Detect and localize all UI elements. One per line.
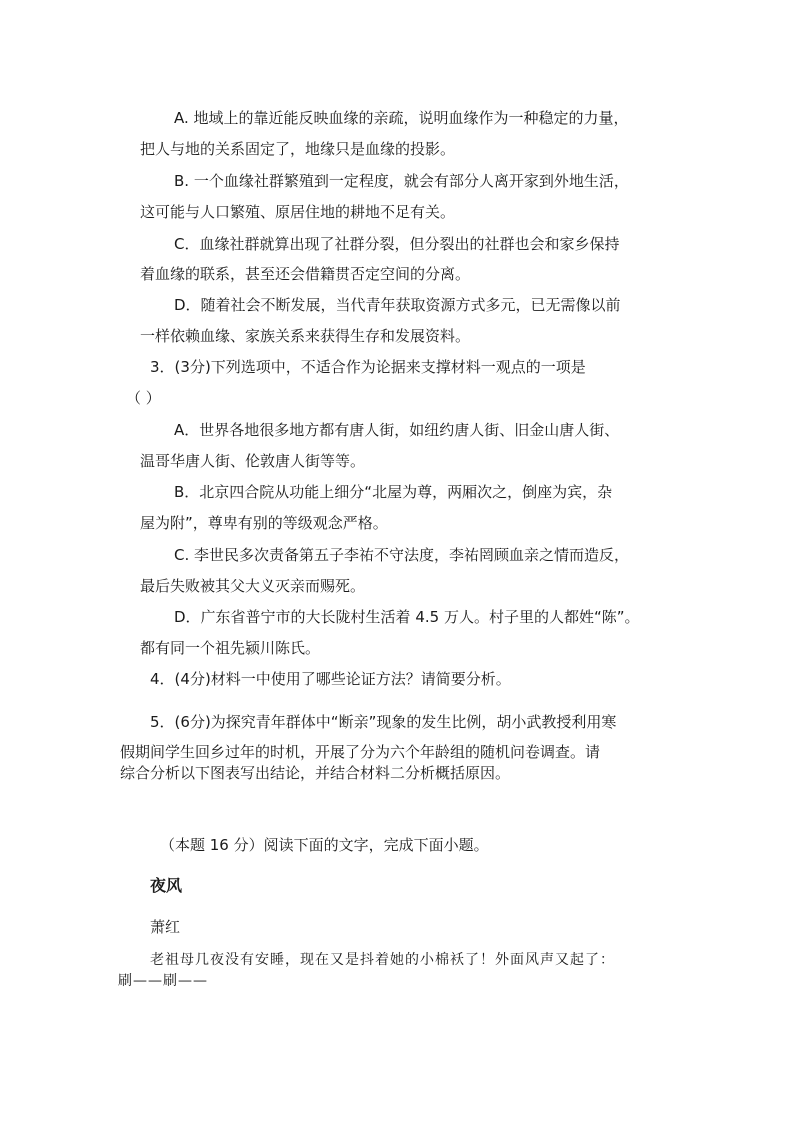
option-d-line-1: D．广东省普宁市的大长陇村生活着 4.5 万人。村子里的人都姓“陈”。 (174, 608, 640, 626)
option-c-line-1: C. 李世民多次责备第五子李祐不守法度，李祐罔顾血亲之情而造反， (174, 546, 630, 564)
option-d-line-1: D．随着社会不断发展，当代青年获取资源方式多元，已无需像以前 (174, 296, 621, 314)
option-a-line-2: 把人与地的关系固定了，地缘只是血缘的投影。 (140, 140, 456, 158)
option-c-line-2: 最后失败被其父大义灭亲而赐死。 (140, 577, 366, 595)
option-a-line-2: 温哥华唐人街、伦敦唐人街等等。 (140, 452, 366, 470)
question-5-line-2: 假期间学生回乡过年的时机，开展了分为六个年龄组的随机问卷调查。请 (120, 743, 601, 761)
question-3-stem: 3．(3分)下列选项中，不适合作为论据来支撑材料一观点的一项是 (150, 358, 586, 376)
passage-title: 夜风 (150, 876, 183, 895)
question-5-line-3: 综合分析以下图表写出结论，并结合材料二分析概括原因。 (120, 764, 511, 782)
answer-parentheses: （ ） (126, 389, 161, 407)
option-b-line-1: B．北京四合院从功能上细分“北屋为尊，两厢次之，倒座为宾，杂 (174, 483, 613, 501)
passage-paragraph-line-1: 老祖母几夜没有安睡，现在又是抖着她的小棉袄了！外面风声又起了： (150, 952, 615, 968)
option-c-line-2: 着血缘的联系，甚至还会借籍贯否定空间的分离。 (140, 265, 471, 283)
passage-paragraph-line-2: 刷——刷—— (118, 973, 208, 989)
option-d-line-2: 都有同一个祖先颍川陈氏。 (140, 639, 321, 657)
question-5-line-1: 5．(6分)为探究青年群体中“断亲”现象的发生比例，胡小武教授利用寒 (150, 713, 617, 731)
question-4-text: 4．(4分)材料一中使用了哪些论证方法？请简要分析。 (150, 670, 511, 688)
section-intro: （本题 16 分）阅读下面的文字，完成下面小题。 (160, 836, 489, 854)
passage-author: 萧红 (150, 918, 181, 936)
option-c-line-1: C．血缘社群就算出现了社群分裂，但分裂出的社群也会和家乡保持 (174, 235, 620, 253)
option-a-line-1: A．世界各地很多地方都有唐人街，如纽约唐人街、旧金山唐人街、 (174, 421, 620, 439)
option-b-line-2: 屋为附”，尊卑有别的等级观念严格。 (140, 514, 388, 532)
option-a-line-1: A. 地域上的靠近能反映血缘的亲疏，说明血缘作为一种稳定的力量， (174, 109, 629, 127)
option-d-line-2: 一样依赖血缘、家族关系来获得生存和发展资料。 (140, 327, 471, 345)
option-b-line-2: 这可能与人口繁殖、原居住地的耕地不足有关。 (140, 203, 456, 221)
option-b-line-1: B. 一个血缘社群繁殖到一定程度，就会有部分人离开家到外地生活， (174, 172, 629, 190)
